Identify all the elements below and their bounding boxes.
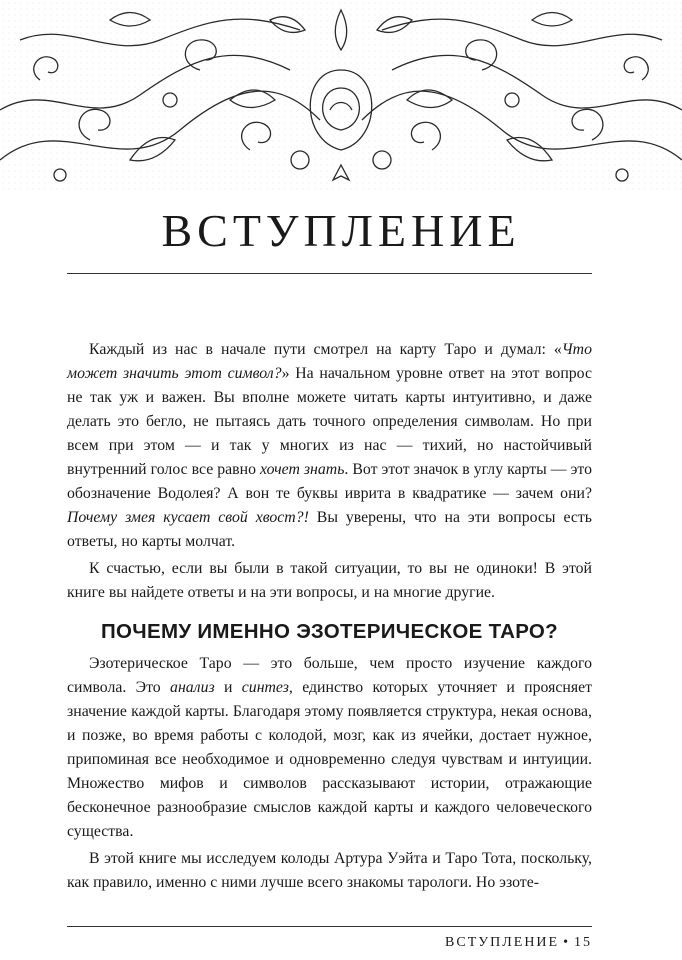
- p1-seg: » На начальном уровне ответ на этот вопрос не так уж и важен. Вы вполне можете читать карты интуитивно, и даже делать это бегло, не пытаясь дать точного определения символам. Но при всем при этом — и так у многих из нас — тихий, но настойчивый внутренний голос все равно: [67, 365, 592, 478]
- page-number: 15: [574, 935, 592, 950]
- footer-divider: [67, 926, 592, 927]
- page-footer: [445, 935, 592, 951]
- s1-seg: Эзотерическое Таро — это больше, чем просто изучение каждого символа. Это: [67, 655, 592, 696]
- s1-italic: синтез: [241, 679, 289, 696]
- s1-seg: и: [214, 679, 242, 696]
- intro-paragraph-1: [67, 338, 592, 554]
- p1-seg: . Вот этот значок в углу карты — это обозначение Водолея? А вон те буквы иврита в квадратике — зачем они?: [67, 461, 592, 502]
- title-divider: [67, 273, 592, 274]
- section-paragraph-2: В этой книге мы исследуем колоды Артура Уэйта и Таро Тота, поскольку, как правило, именно с ними лучше всего знакомы тарологи. Но эзоте-: [67, 850, 592, 891]
- p1-italic: Почему змея кусает свой хвост?!: [67, 509, 309, 526]
- p1-seg: Вы уверены, что на эти вопросы есть ответы, но карты молчат.: [67, 509, 592, 550]
- floral-header-ornament: [0, 0, 682, 190]
- running-head: ВСТУПЛЕНИЕ: [445, 935, 560, 950]
- section-paragraph-1: [67, 652, 592, 844]
- p1-italic: хочет знать: [260, 461, 345, 478]
- s1-seg: , единство которых уточняет и проясняет значение каждой карты. Благодаря этому появляется структура, некая основа, и позже, во время работы с колодой, мозг, как из ячейки, достает нужное, припоминая все необходимое и одновременно следуя чувствам и интуиции. Множество мифов и символов рассказывают истории, отражающие бесконечное разнообразие смыслов каждой карты и каждого человеческого существа.: [67, 679, 592, 840]
- footer-separator: •: [563, 935, 570, 950]
- s1-italic: анализ: [170, 679, 215, 696]
- intro-paragraph-2: К счастью, если вы были в такой ситуации, то вы не одиноки! В этой книге вы найдете ответы и на эти вопросы, и на многие другие.: [67, 560, 592, 601]
- section-heading: ПОЧЕМУ ИМЕННО ЭЗОТЕРИЧЕСКОЕ ТАРО?: [101, 620, 558, 643]
- chapter-title: ВСТУПЛЕНИЕ: [161, 205, 521, 256]
- p1-seg: Каждый из нас в начале пути смотрел на карту Таро и думал: «: [89, 341, 562, 358]
- section-text: [67, 652, 592, 895]
- intro-text: [67, 338, 592, 605]
- p1-italic: Что может значить этот символ?: [67, 341, 592, 382]
- ornament-svg: [0, 0, 682, 190]
